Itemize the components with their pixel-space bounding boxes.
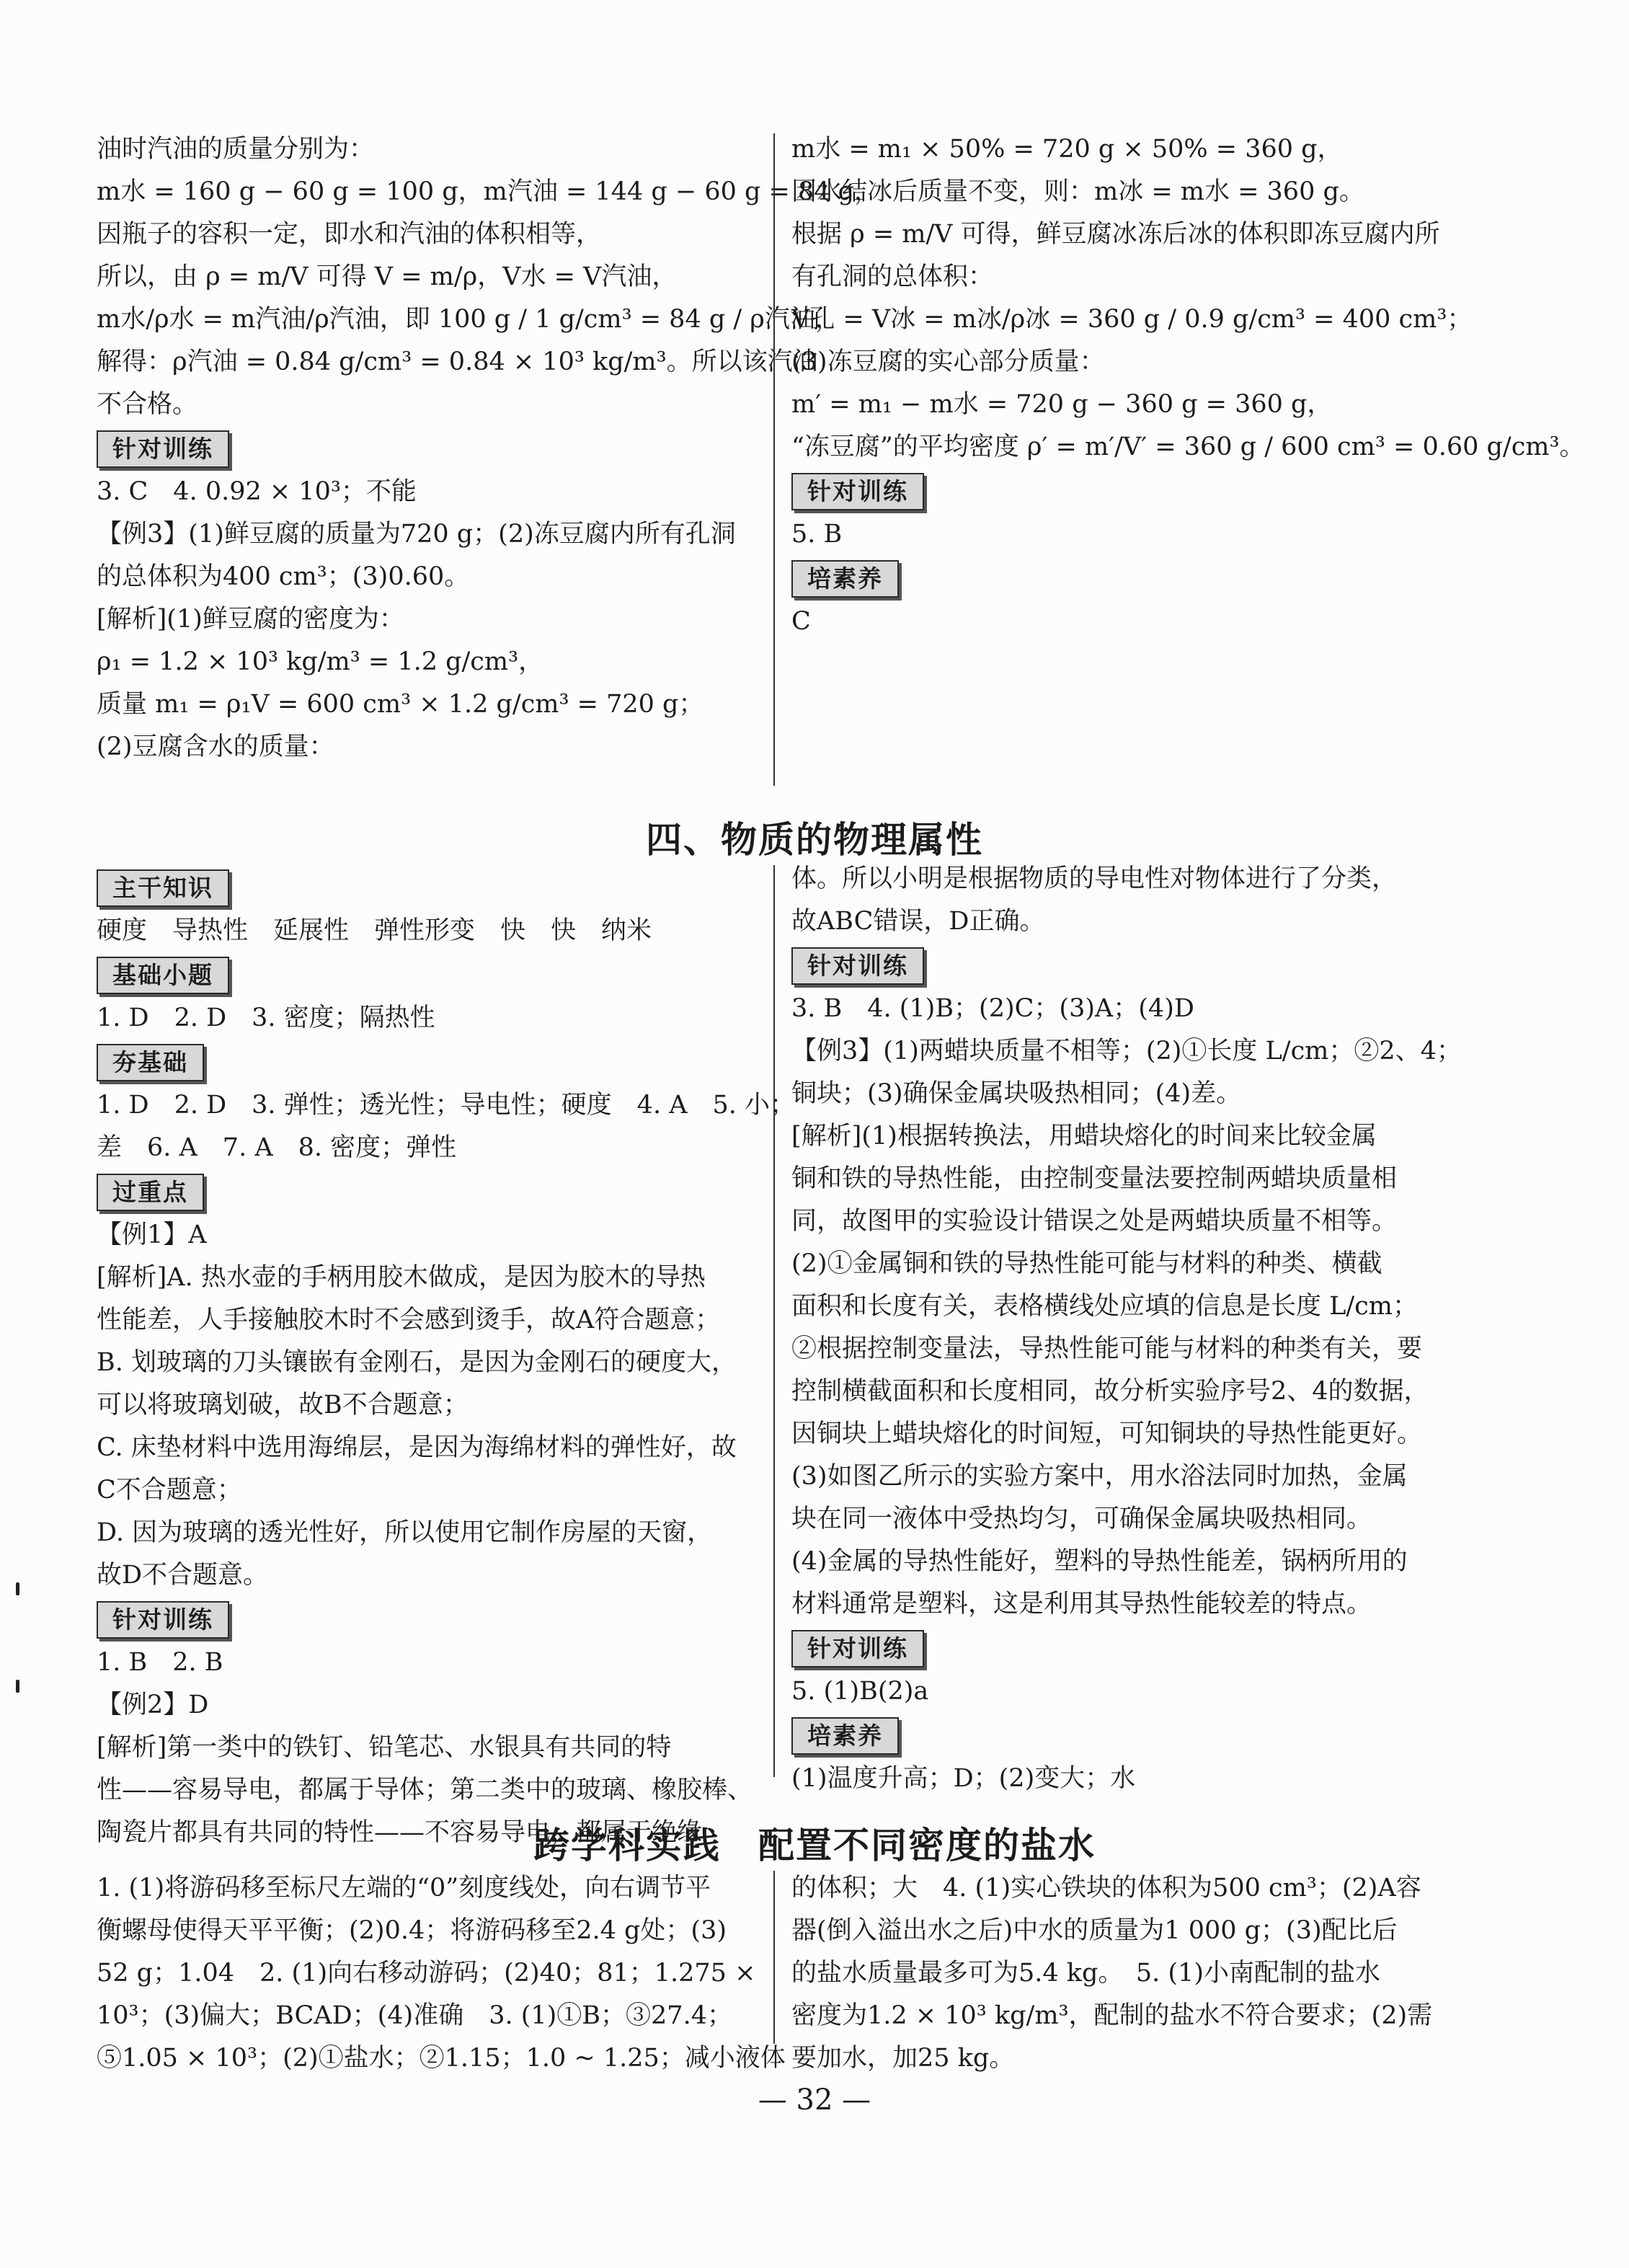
answer-line: 5. (1)B(2)a <box>791 1677 929 1706</box>
text-line: 体。所以小明是根据物质的导电性对物体进行了分类， <box>791 864 1398 893</box>
text-line: C不合题意； <box>97 1476 242 1505</box>
text-line: (2)①金属铜和铁的导热性能可能与材料的种类、横截 <box>791 1249 1382 1278</box>
scan-mark <box>16 1582 19 1595</box>
section-heading: 四、物质的物理属性 <box>646 819 983 861</box>
text-line: 1. (1)将游码移至标尺左端的“0”刻度线处，向右调节平 <box>97 1874 711 1902</box>
text-line: 差 6. A 7. A 8. 密度；弹性 <box>97 1133 457 1162</box>
section-tag: 夯基础 <box>97 1044 204 1081</box>
text-line: 密度为1.2 × 10³ kg/m³，配制的盐水不符合要求；(2)需 <box>791 2001 1433 2030</box>
answer-line: 1. B 2. B <box>97 1648 223 1677</box>
answer-line: (1)温度升高；D；(2)变大；水 <box>791 1764 1136 1793</box>
page-number: — 32 — <box>758 2083 871 2117</box>
section-tag: 培素养 <box>791 560 899 598</box>
text-line: 因铜块上蜡块熔化的时间短，可知铜块的导热性能更好。 <box>791 1419 1423 1448</box>
column-divider <box>773 133 775 786</box>
text-line: 因水结冰后质量不变，则：m冰 = m水 = 360 g。 <box>791 177 1364 206</box>
text-line: “冻豆腐”的平均密度 ρ′ = m′/V′ = 360 g / 600 cm³ = 0.60 g/cm³。 <box>791 433 1585 461</box>
text-line: 【例2】D <box>97 1691 209 1719</box>
text-line: 【例3】(1)鲜豆腐的质量为720 g；(2)冻豆腐内所有孔洞 <box>97 520 736 549</box>
section-tag: 针对训练 <box>791 1630 924 1667</box>
s3-left-column <box>97 1867 786 2080</box>
text-line: 同，故图甲的实验设计错误之处是两蜡块质量不相等。 <box>791 1207 1398 1236</box>
text-line: 52 g；1.04 2. (1)向右移动游码；(2)40；81；1.275 × <box>97 1959 756 1988</box>
text-line: 控制横截面积和长度相同，故分析实验序号2、4的数据， <box>791 1377 1429 1406</box>
text-line: 油时汽油的质量分别为： <box>97 135 375 164</box>
text-line: 3. C 4. 0.92 × 10³；不能 <box>97 477 417 506</box>
text-line: 面积和长度有关，表格横线处应填的信息是长度 L/cm； <box>791 1292 1418 1321</box>
section-tag: 主干知识 <box>97 869 229 907</box>
answer-line: 硬度 导热性 延展性 弹性形变 快 快 纳米 <box>97 916 652 945</box>
text-line: 1. D 2. D 3. 弹性；透光性；导电性；硬度 4. A 5. 小； <box>97 1091 795 1120</box>
text-line: [解析](1)鲜豆腐的密度为： <box>97 605 404 634</box>
text-line: 解得：ρ汽油 = 0.84 g/cm³ = 0.84 × 10³ kg/m³。所以该汽油 <box>97 347 818 376</box>
text-line: [解析](1)根据转换法，用蜡块熔化的时间来比较金属 <box>791 1122 1377 1151</box>
column-divider <box>773 1871 775 2044</box>
text-line: 的体积；大 4. (1)实心铁块的体积为500 cm³；(2)A容 <box>791 1874 1421 1902</box>
text-line: 的盐水质量最多可为5.4 kg。 5. (1)小南配制的盐水 <box>791 1959 1380 1988</box>
text-line: 性能差，人手接触胶木时不会感到烫手，故A符合题意； <box>97 1306 721 1334</box>
text-line: [解析]A. 热水壶的手柄用胶木做成，是因为胶木的导热 <box>97 1263 706 1292</box>
section-tag: 基础小题 <box>97 957 229 994</box>
text-line: ②根据控制变量法，导热性能可能与材料的种类有关，要 <box>791 1334 1423 1363</box>
s2-left-column <box>97 865 795 1854</box>
answer-line: 5. B <box>791 520 843 549</box>
text-line: m水 = m₁ × 50% = 720 g × 50% = 360 g， <box>791 135 1343 164</box>
text-line: D. 因为玻璃的透光性好，所以使用它制作房屋的天窗， <box>97 1518 713 1547</box>
section-tag: 培素养 <box>791 1717 899 1755</box>
text-line: 3. B 4. (1)B；(2)C；(3)A；(4)D <box>791 994 1194 1023</box>
text-line: C. 床垫材料中选用海绵层，是因为海绵材料的弹性好，故 <box>97 1433 737 1462</box>
text-line: 有孔洞的总体积： <box>791 262 994 291</box>
text-line: 10³；(3)偏大；BCAD；(4)准确 3. (1)①B；③27.4； <box>97 2001 732 2030</box>
section-tag: 过重点 <box>97 1174 204 1211</box>
text-line: 的总体积为400 cm³；(3)0.60。 <box>97 562 470 591</box>
text-line: 铜和铁的导热性能，由控制变量法要控制两蜡块质量相 <box>791 1164 1398 1193</box>
section-heading: 跨学科实践 配置不同密度的盐水 <box>533 1825 1096 1866</box>
answer-line: 1. D 2. D 3. 密度；隔热性 <box>97 1004 435 1032</box>
text-line: [解析]第一类中的铁钉、铅笔芯、水银具有共同的特 <box>97 1733 672 1762</box>
s1-right-column <box>791 128 1585 643</box>
text-line: 质量 m₁ = ρ₁V = 600 cm³ × 1.2 g/cm³ = 720 g； <box>97 690 704 719</box>
text-line: m′ = m₁ − m水 = 720 g − 360 g = 360 g， <box>791 390 1333 419</box>
text-line: m水 = 160 g − 60 g = 100 g，m汽油 = 144 g − 60 g = 84 g， <box>97 177 880 206</box>
text-line: 【例3】(1)两蜡块质量不相等；(2)①长度 L/cm；②2、4； <box>791 1037 1462 1066</box>
text-line: 可以将玻璃划破，故B不合题意； <box>97 1391 469 1419</box>
scan-mark <box>16 1680 19 1693</box>
text-line: (3)如图乙所示的实验方案中，用水浴法同时加热，金属 <box>791 1462 1408 1491</box>
text-line: 器(倒入溢出水之后)中水的质量为1 000 g；(3)配比后 <box>791 1916 1398 1945</box>
text-line: 【例1】A <box>97 1221 207 1249</box>
text-line: 根据 ρ = m/V 可得，鲜豆腐冰冻后冰的体积即冻豆腐内所 <box>791 220 1440 249</box>
text-line: ⑤1.05 × 10³；(2)①盐水；②1.15；1.0 ~ 1.25；减小液体 <box>97 2044 786 2073</box>
text-line: B. 划玻璃的刀头镶嵌有金刚石，是因为金刚石的硬度大， <box>97 1348 737 1377</box>
text-line: (3)冻豆腐的实心部分质量： <box>791 347 1105 376</box>
text-line: 故ABC错误，D正确。 <box>791 907 1045 936</box>
s2-right-column <box>791 858 1534 1800</box>
section-tag: 针对训练 <box>97 1601 229 1639</box>
text-line: 衡螺母使得天平平衡；(2)0.4；将游码移至2.4 g处；(3) <box>97 1916 727 1945</box>
section-tag: 针对训练 <box>791 947 924 985</box>
answer-line: C <box>791 607 811 636</box>
text-line: ρ₁ = 1.2 × 10³ kg/m³ = 1.2 g/cm³， <box>97 647 544 676</box>
text-line: 要加水，加25 kg。 <box>791 2044 1015 2073</box>
text-line: V孔 = V冰 = m冰/ρ冰 = 360 g / 0.9 g/cm³ = 400 cm³； <box>791 305 1473 334</box>
text-line: 所以，由 ρ = m/V 可得 V = m/ρ，V水 = V汽油， <box>97 262 678 291</box>
column-divider <box>773 865 775 1777</box>
text-line: 因瓶子的容积一定，即水和汽油的体积相等， <box>97 220 602 249</box>
text-line: m水/ρ水 = m汽油/ρ汽油，即 100 g / 1 g/cm³ = 84 g / ρ汽油， <box>97 305 840 334</box>
text-line: (4)金属的导热性能好，塑料的导热性能差，锅柄所用的 <box>791 1547 1408 1576</box>
text-line: 性——容易导电，都属于导体；第二类中的玻璃、橡胶棒、 <box>97 1776 753 1804</box>
text-line: 陶瓷片都具有共同的特性——不容易导电，都属于绝缘 <box>97 1818 703 1847</box>
text-line: 铜块；(3)确保金属块吸热相同；(4)差。 <box>791 1079 1242 1108</box>
section-tag: 针对训练 <box>791 473 924 510</box>
text-line: 不合格。 <box>97 390 198 419</box>
text-line: (2)豆腐含水的质量： <box>97 732 334 761</box>
s3-right-column <box>791 1867 1534 2080</box>
section-tag: 针对训练 <box>97 430 229 468</box>
text-line: 故D不合题意。 <box>97 1561 269 1590</box>
text-line: 块在同一液体中受热均匀，可确保金属块吸热相同。 <box>791 1505 1372 1533</box>
text-line: 材料通常是塑料，这是利用其导热性能较差的特点。 <box>791 1590 1372 1618</box>
